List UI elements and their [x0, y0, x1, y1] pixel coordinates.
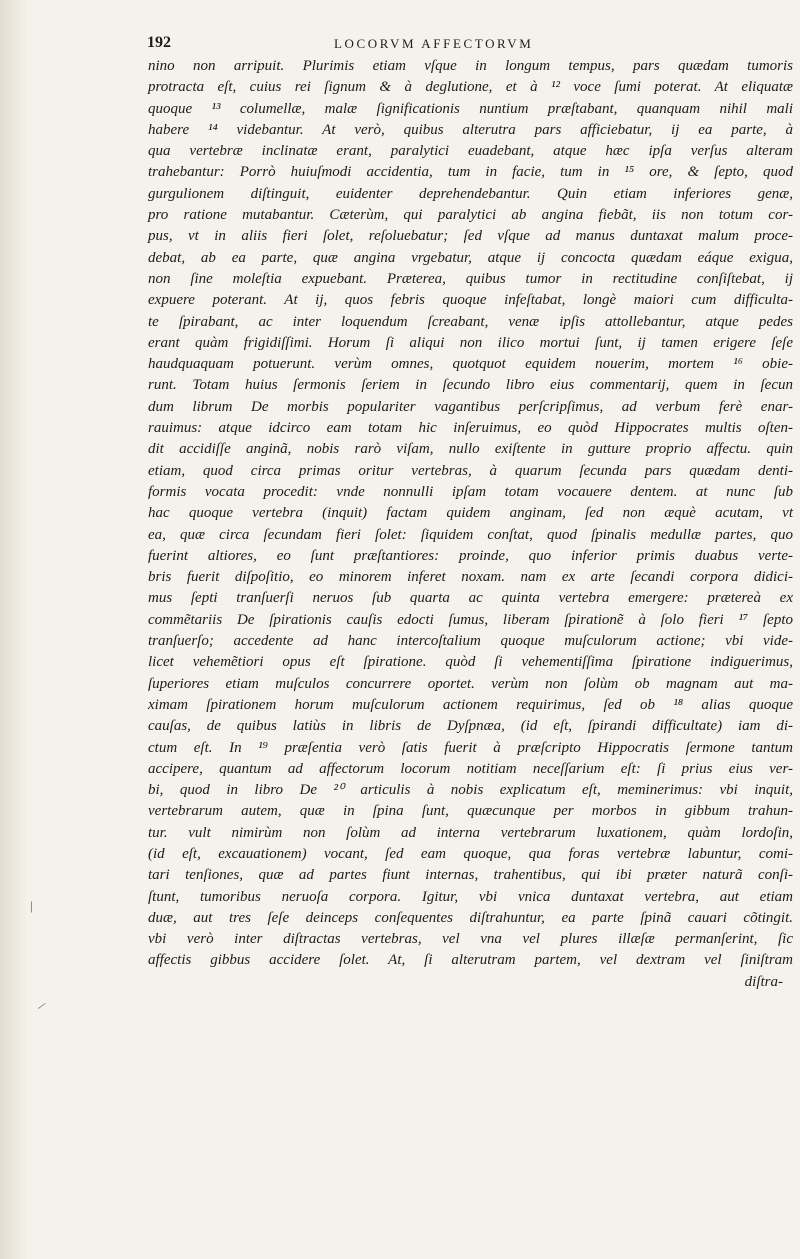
text-line: vbi verò inter diſtractas vertebras, vel vna vel plures illæſæ permanſerint, ſic [148, 931, 793, 948]
text-line: tari tenſiones, quæ ad partes fiunt internas, trahentibus, qui ibi præter naturã conſi- [148, 867, 793, 884]
margin-mark: | [30, 898, 33, 913]
text-line: ſtunt, tumoribus neruoſa corpora. Igitur, vbi vnica duntaxat vertebra, aut etiam [148, 888, 793, 905]
text-line: ximam ſpirationem horum muſculorum actionem requirimus, ſed ob ¹⁸ alias quoque [148, 696, 793, 713]
text-line: accipere, quantum ad affectorum locorum notitiam neceſſarium eſt: ſi prius eius ver- [148, 760, 793, 777]
text-line: dit accidiſſe anginã, nobis rarò viſam, nullo exiſtente in gutture proprio affectu. quin [148, 441, 793, 458]
text-line: etiam, quod circa primas oritur vertebras, à quarum ſecunda pars quædam denti- [148, 462, 793, 479]
text-line: bris fuerit diſpoſitio, eo minorem inferet noxam. nam ex arte ſecandi corpora didici- [148, 569, 793, 586]
text-line: debat, ab ea parte, quæ angina vrgebatur, atque ij concocta quædam eáque exigua, [148, 249, 793, 266]
body-text [148, 56, 793, 993]
text-line: fuerint altiores, eo ſunt præſtantiores: proinde, quo inferior primis duabus verte- [148, 547, 793, 564]
text-line: quoque ¹³ columellæ, malæ ſignificationis nuntium præſtabant, quanquam nihil mali [148, 100, 793, 117]
text-line: bi, quod in libro De ²⁰ articulis à nobis explicatum eſt, meminerimus: vbi inquit, [148, 782, 793, 799]
text-line: dum librum De morbis populariter vagantibus perſcripſimus, ad verbum ferè enar- [148, 398, 793, 415]
text-line: habere ¹⁴ videbantur. At verò, quibus alterutra pars afficiebatur, ij ea parte, à [148, 121, 793, 138]
text-line: qua vertebræ inclinatæ erant, paralytici euadebant, atque hæc ipſa verſus alteram [148, 143, 793, 160]
text-line: te ſpirabant, ac inter loquendum ſcreabant, venæ ipſis attollebantur, atque pedes [148, 313, 793, 330]
text-line: tur. vult nimirùm non ſolùm ad interna vertebrarum luxationem, quàm lordoſin, [148, 824, 793, 841]
text-line: gurgulionem diſtinguit, euidenter deprehendebantur. Quin etiam inferiores genæ, [148, 185, 793, 202]
page-header [147, 34, 787, 54]
text-line: commẽtariis De ſpirationis cauſis edocti ſumus, liberam ſpirationẽ à ſolo fieri ¹⁷ ſepto [148, 611, 793, 628]
running-title: LOCORVM AFFECTORVM [334, 36, 534, 51]
text-line: non ſine moleſtia expuebant. Præterea, quibus tumor in rectitudine conſiſtebat, ij [148, 270, 793, 287]
margin-mark: / [36, 998, 48, 1013]
text-line: haudquaquam potuerunt. verùm omnes, quotquot equidem nouerim, mortem ¹⁶ obie- [148, 356, 793, 373]
text-line: erant quàm frigidiſſimi. Horum ſi aliqui non ilico mortui ſunt, ij tamen erigere ſeſe [148, 334, 793, 351]
text-line: ctum eſt. In ¹⁹ præſentia verò ſatis fuerit à præſcripto Hippocratis ſermone tantum [148, 739, 793, 756]
text-line: nino non arripuit. Plurimis etiam vſque in longum tempus, pars quædam tumoris [148, 58, 793, 74]
text-line: (id eſt, excauationem) vocant, ſed eam quoque, qua foras vertebræ labuntur, comi- [148, 845, 793, 862]
text-line: expuere poterant. At ij, quos febris quoque infeſtabat, longè maiori cum difficulta- [148, 292, 793, 309]
text-line: mus ſepti tranſuerſi neruos ſub quarta ac quinta vertebra emergere: prætereà ex [148, 590, 793, 607]
text-line: runt. Totam huius ſermonis ſeriem in ſecundo libro eius commentarij, quem in ſecun [148, 377, 793, 394]
page-number: 192 [147, 34, 171, 51]
text-line: vertebrarum autem, quæ in ſpina ſunt, quæcunque per morbos in gibbum trahun- [148, 803, 793, 820]
text-line: pus, vt in aliis fieri ſolet, reſoluebatur; ſed vſque ad manus duntaxat malum proce- [148, 228, 793, 245]
text-line: trahebantur: Porrò huiuſmodi accidentia, tum in facie, tum in ¹⁵ ore, & ſepto, quod [148, 164, 793, 181]
text-line: ſuperiores etiam muſculos concurrere oportet. verùm non ſolùm ob magnam aut ma- [148, 675, 793, 692]
text-line: protracta eſt, cuius rei ſignum & à deglutione, et à ¹² voce ſumi poterat. At eliquatæ [148, 79, 793, 96]
text-line: ea, quæ circa ſecundam fieri ſolet: ſiquidem conſtat, quod ſpinalis medullæ partes, quo [148, 526, 793, 543]
text-line: pro ratione mutabantur. Cæterùm, qui paralytici ab angina fiebãt, iis non totum cor- [148, 207, 793, 224]
text-line: hac quoque vertebra (inquit) factam quidem anginam, ſed non æquè acutam, vt [148, 505, 793, 522]
text-line: licet vehemẽtiori opus eſt ſpiratione. quòd ſi vehementiſſima ſpiratione indiguerimus, [148, 654, 793, 671]
text-line: affectis gibbus accidere ſolet. At, ſi alterutram partem, vel dextram vel ſiniſtram [148, 952, 793, 969]
text-line: tranſuerſo; accedente ad hanc intercoſtalium quoque muſculorum actione; vbi vide- [148, 633, 793, 650]
text-line: diſtra- [744, 973, 783, 990]
text-line: formis vocata procedit: vnde nonnulli ipſam totam vocauere dentem. at nunc ſub [148, 483, 793, 500]
text-line: duæ, aut tres ſeſe deinceps conſequentes diſtrahuntur, ea parte ſpinã cauari cõtingit. [148, 909, 793, 926]
text-line: rauimus: atque idcirco eam totam hic inſeruimus, eo quòd Hippocrates multis oſten- [148, 420, 793, 437]
text-line: cauſas, de quibus latiùs in libris de Dyſpnæa, (id eſt, ſpirandi difficultate) iam di- [148, 718, 793, 735]
